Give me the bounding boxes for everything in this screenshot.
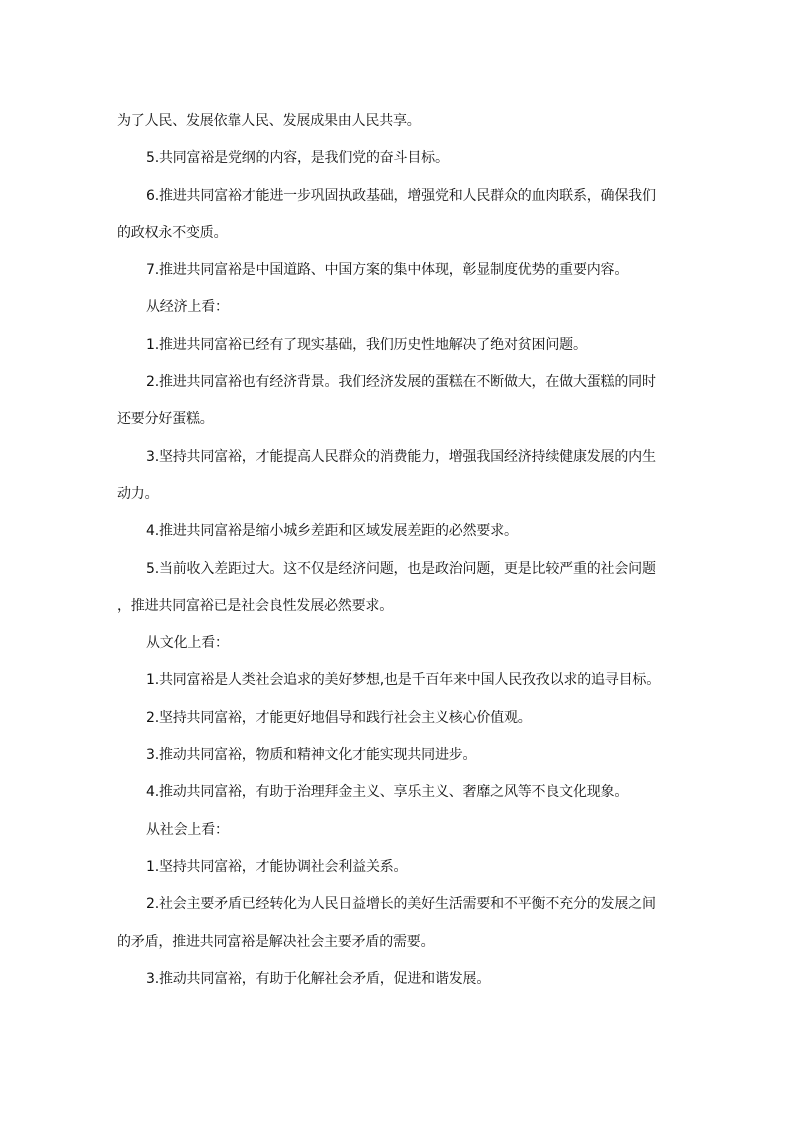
- text-line: 2.坚持共同富裕，才能更好地倡导和践行社会主义核心价值观。: [146, 709, 532, 726]
- text-line: 5.当前收入差距过大。这不仅是经济问题，也是政治问题，更是比较严重的社会问题: [146, 560, 656, 577]
- text-line: 2.推进共同富裕也有经济背景。我们经济发展的蛋糕在不断做大，在做大蛋糕的同时: [146, 374, 656, 391]
- text-line: 3.坚持共同富裕，才能提高人民群众的消费能力，增强我国经济持续健康发展的内生: [146, 448, 656, 465]
- text-line: 从文化上看：: [146, 635, 229, 652]
- text-line: 3.推动共同富裕，物质和精神文化才能实现共同进步。: [146, 747, 477, 764]
- text-line: ，推进共同富裕已是社会良性发展必然要求。: [117, 597, 393, 614]
- text-line: 从社会上看：: [146, 821, 229, 838]
- text-line: 4.推动共同富裕，有助于治理拜金主义、享乐主义、奢靡之风等不良文化现象。: [146, 784, 629, 801]
- text-line: 6.推进共同富裕才能进一步巩固执政基础，增强党和人民群众的血肉联系，确保我们: [146, 187, 656, 204]
- text-line: 1.推进共同富裕已经有了现实基础，我们历史性地解决了绝对贫困问题。: [146, 336, 587, 353]
- text-line: 7.推进共同富裕是中国道路、中国方案的集中体现，彰显制度优势的重要内容。: [146, 262, 629, 279]
- text-line: 为了人民、发展依靠人民、发展成果由人民共享。: [117, 113, 421, 129]
- text-line: 3.推动共同富裕，有助于化解社会矛盾，促进和谐发展。: [146, 970, 491, 987]
- text-line: 动力。: [117, 485, 159, 502]
- text-line: 的矛盾，推进共同富裕是解决社会主要矛盾的需要。: [117, 933, 435, 950]
- text-line: 4.推进共同富裕是缩小城乡差距和区域发展差距的必然要求。: [146, 523, 518, 540]
- text-line: 1.坚持共同富裕，才能协调社会利益关系。: [146, 858, 408, 875]
- text-line: 从经济上看：: [146, 299, 229, 316]
- text-line: 2.社会主要矛盾已经转化为人民日益增长的美好生活需要和不平衡不充分的发展之间: [146, 896, 656, 913]
- document-body: [117, 108, 677, 1003]
- text-line: 还要分好蛋糕。: [117, 411, 214, 428]
- text-line: 5.共同富裕是党纲的内容，是我们党的奋斗目标。: [146, 150, 449, 167]
- text-line: 1.共同富裕是人类社会追求的美好梦想,也是千百年来中国人民孜孜以求的追寻目标。: [146, 672, 661, 689]
- text-line: 的政权永不变质。: [117, 224, 228, 241]
